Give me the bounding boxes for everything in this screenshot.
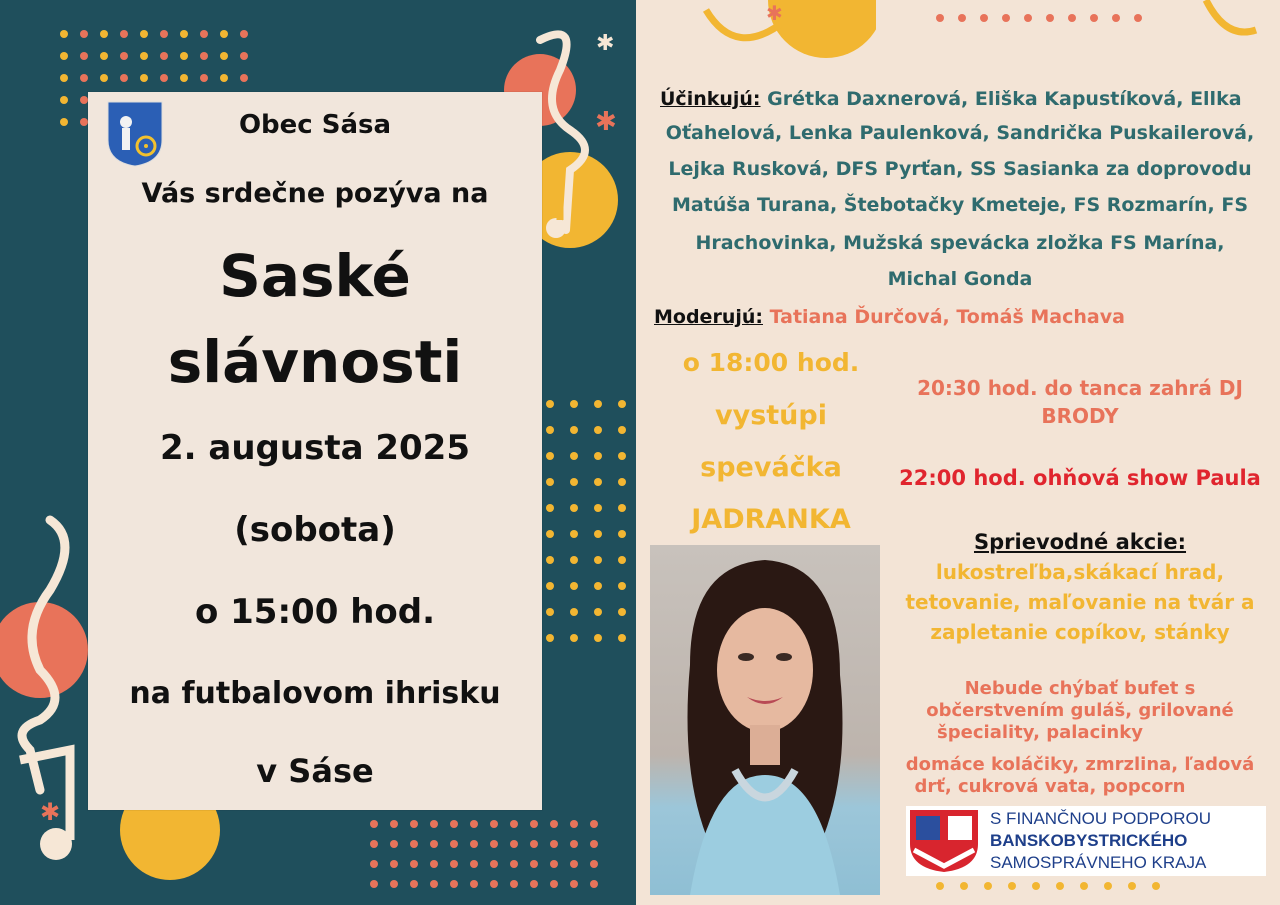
decorative-dot [450,860,458,868]
decorative-dot [490,840,498,848]
decorative-dot [570,400,578,408]
decorative-dot [570,478,578,486]
decorative-dot [980,14,988,22]
performers-line1 [660,88,1260,110]
decorative-dot [1112,14,1120,22]
decorative-dot [618,582,626,590]
fire-show: 22:00 hod. ohňová show Paula [899,466,1261,490]
decorative-dot [1046,14,1054,22]
singer-photo [650,545,880,895]
decorative-dot [100,30,108,38]
side-events-line2: tetovanie, maľovanie na tvár a [905,590,1255,614]
decorative-dot [546,608,554,616]
event-title-line1: Saské [219,242,411,310]
event-venue: na futbalovom ihrisku [129,676,501,711]
decorative-dot [390,820,398,828]
decorative-dot [450,820,458,828]
event-time: o 15:00 hod. [194,592,436,632]
decorative-dot [594,400,602,408]
decorative-dot [120,52,128,60]
decorative-dot [470,880,478,888]
decorative-dot [550,860,558,868]
decorative-dot [80,52,88,60]
decorative-dot [180,74,188,82]
decorative-dot [570,820,578,828]
decorative-dot [140,52,148,60]
dot-grid-right-bottom [936,882,1176,890]
decorative-dot [570,840,578,848]
performers-label: Účinkujú: [660,88,761,110]
side-events-line1: lukostreľba,skákací hrad, [935,560,1225,584]
decorative-dot [370,880,378,888]
buffet-line2: občerstvením guláš, grilované [926,700,1234,721]
region-crest-icon [908,808,980,874]
decorative-dot [140,30,148,38]
svg-text:✱: ✱ [596,31,615,56]
decorative-dot [618,478,626,486]
decorative-dot [936,882,944,890]
decorative-dot [570,452,578,460]
sweets-line2: drť, cukrová vata, popcorn [914,776,1186,797]
decorative-dot [984,882,992,890]
decorative-dot [370,820,378,828]
sweets-line1: domáce koláčiky, zmrzlina, ľadová [905,754,1255,775]
decorative-dot [430,840,438,848]
decorative-dot [618,426,626,434]
decorative-dot [590,840,598,848]
decorative-dot [570,530,578,538]
decorative-dot [240,74,248,82]
decorative-dot [410,820,418,828]
decorative-dot [546,504,554,512]
decorative-dot [960,882,968,890]
invite-text: Vás srdečne pozýva na [141,178,489,209]
decorative-dot [594,634,602,642]
decorative-dot [618,608,626,616]
dot-grid-bottom [370,820,610,888]
decorative-dot [490,820,498,828]
decorative-dot [958,14,966,22]
decorative-dot [618,452,626,460]
decorative-dot [60,30,68,38]
decorative-dot [546,400,554,408]
decorative-dot [510,880,518,888]
decorative-dot [530,840,538,848]
decorative-dot [140,74,148,82]
decorative-dot [1080,882,1088,890]
performers-line4: Matúša Turana, Štebotačky Kmeteje, FS Rozmarín, FS [671,194,1249,216]
decorative-dot [530,820,538,828]
left-panel [0,0,636,905]
decorative-dot [450,880,458,888]
decorative-dot [200,74,208,82]
sponsor-line2: BANSKOBYSTRICKÉHO [990,831,1188,850]
decorative-dot [546,556,554,564]
decorative-dot [1068,14,1076,22]
decorative-dot [590,880,598,888]
decorative-dot [100,74,108,82]
decorative-dot [470,860,478,868]
decorative-dot [546,530,554,538]
moderators-names: Tatiana Ďurčová, Tomáš Machava [769,306,1125,328]
decorative-dot [60,96,68,104]
decorative-dot [1008,882,1016,890]
decorative-dot [570,556,578,564]
decorative-dot [618,400,626,408]
decorative-dot [510,860,518,868]
decorative-dot [510,820,518,828]
decorative-dot [1024,14,1032,22]
decorative-dot [618,504,626,512]
decorative-dot [618,556,626,564]
dot-grid-right [546,400,636,642]
decorative-dot [1104,882,1112,890]
decorative-dot [570,426,578,434]
decorative-dot [550,820,558,828]
star-icon: ✱ [595,107,617,137]
decorative-dot [594,478,602,486]
performers-line6: Michal Gonda [887,268,1033,290]
decorative-dot [936,14,944,22]
decorative-dot [546,452,554,460]
decorative-dot [470,820,478,828]
decorative-dot [160,52,168,60]
buffet-line3: špeciality, palacinky [937,722,1143,743]
svg-text:✱: ✱ [40,798,61,826]
decorative-dot [180,52,188,60]
event-place: v Sáse [256,752,374,790]
decorative-dot [410,840,418,848]
decorative-dot [240,30,248,38]
performers-line5: Hrachovinka, Mužská spevácka zložka FS Marína, [695,232,1225,254]
decorative-dot [1002,14,1010,22]
decorative-dot [80,30,88,38]
decorative-dot [590,820,598,828]
decorative-dot [120,30,128,38]
dot-grid-right-top [936,14,1156,22]
decorative-dot [80,118,88,126]
side-events-line3: zapletanie copíkov, stánky [930,620,1230,644]
decorative-dot [1032,882,1040,890]
decorative-dot [590,860,598,868]
decorative-dot [570,608,578,616]
decorative-dot [546,426,554,434]
sponsor-line1: S FINANČNOU PODPOROU [990,809,1212,828]
decorative-dot [160,30,168,38]
decorative-dot [450,840,458,848]
decorative-dot [594,582,602,590]
decorative-dot [120,74,128,82]
decorative-dot [370,840,378,848]
decorative-dot [618,634,626,642]
decorative-dot [1152,882,1160,890]
music-note-icon [1196,0,1280,60]
singer-name: JADRANKA [691,504,851,535]
decorative-dot [410,880,418,888]
decorative-dot [430,860,438,868]
decorative-dot [240,52,248,60]
decorative-dot [370,860,378,868]
decorative-dot [390,880,398,888]
decorative-dot [550,840,558,848]
decorative-dot [200,52,208,60]
performers-text-1: Grétka Daxnerová, Eliška Kapustíková, Ellka [767,88,1242,110]
decorative-dot [530,880,538,888]
decorative-dot [220,52,228,60]
municipality-name: Obec Sása [238,110,392,140]
singer-time: o 18:00 hod. [682,348,860,377]
performers-line3: Lejka Rusková, DFS Pyrťan, SS Sasianka za doprovodu [668,158,1252,180]
decorative-dot [1128,882,1136,890]
decorative-dot [390,840,398,848]
sponsor-banner [906,806,1266,876]
decorative-dot [570,582,578,590]
decorative-dot [390,860,398,868]
moderators-label: Moderujú: [654,306,763,328]
decorative-dot [570,504,578,512]
event-title-line2: slávnosti [167,328,463,396]
svg-text:✱: ✱ [766,1,783,25]
performers-line2: Oťahelová, Lenka Paulenková, Sandrička Puskailerová, [665,122,1255,144]
buffet-line1: Nebude chýbať bufet s [964,678,1196,699]
dj-line1: 20:30 hod. do tanca zahrá DJ [917,376,1243,400]
decorative-dot [570,880,578,888]
decorative-dot [80,74,88,82]
decorative-dot [60,52,68,60]
decorative-dot [200,30,208,38]
sponsor-line3: SAMOSPRÁVNEHO KRAJA [990,853,1207,872]
decorative-dot [220,74,228,82]
decorative-dot [594,530,602,538]
decorative-dot [1090,14,1098,22]
moderators-line [654,306,1125,328]
decorative-dot [594,504,602,512]
decorative-dot [546,478,554,486]
singer-verb: vystúpi [715,400,827,431]
music-note-icon [676,0,876,80]
decorative-dot [1134,14,1142,22]
side-events-label: Sprievodné akcie: [973,530,1187,554]
decorative-dot [594,608,602,616]
decorative-dot [220,30,228,38]
event-day: (sobota) [234,510,396,550]
decorative-dot [546,582,554,590]
decorative-dot [60,118,68,126]
decorative-dot [180,30,188,38]
decorative-dot [570,634,578,642]
decorative-dot [60,74,68,82]
decorative-dot [510,840,518,848]
decorative-dot [530,860,538,868]
decorative-dot [430,820,438,828]
decorative-dot [160,74,168,82]
decorative-dot [570,860,578,868]
decorative-dot [594,452,602,460]
decorative-dot [1056,882,1064,890]
event-date: 2. augusta 2025 [159,428,470,468]
decorative-dot [430,880,438,888]
decorative-dot [80,96,88,104]
decorative-dot [594,556,602,564]
decorative-dot [490,860,498,868]
decorative-dot [490,880,498,888]
invitation-card [88,92,542,810]
decorative-dot [470,840,478,848]
decorative-dot [594,426,602,434]
dj-line2: BRODY [1041,404,1119,428]
decorative-dot [618,530,626,538]
decorative-dot [546,634,554,642]
decorative-dot [550,880,558,888]
decorative-dot [100,52,108,60]
singer-role: speváčka [700,452,842,483]
decorative-dot [410,860,418,868]
